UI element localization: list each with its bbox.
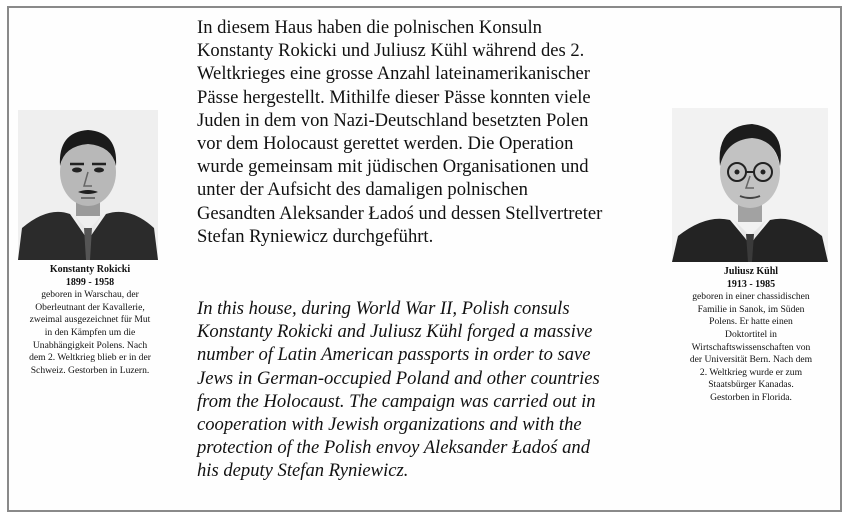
bio-line: geboren in Warschau, der xyxy=(41,289,139,301)
bio-line: Wirtschaftswissenschaften von xyxy=(691,341,811,353)
text-line: unter der Aufsicht des damaligen polnischen xyxy=(197,179,528,201)
bio-line: Oberleutnant der Kavallerie, xyxy=(35,301,145,313)
portrait-drawing-rokicki xyxy=(18,110,158,260)
text-line: In this house, during World War II, Polish consuls xyxy=(197,298,570,319)
portrait-konstanty-rokicki xyxy=(18,110,158,260)
text-line: cooperation with Jewish organizations and with the xyxy=(197,414,582,436)
bio-line: zweimal ausgezeichnet für Mut xyxy=(29,314,151,326)
bio-rokicki xyxy=(18,264,162,377)
bio-line: 2. Weltkrieg wurde er zum xyxy=(699,366,803,378)
text-line: Stefan Ryniewicz durchgeführt. xyxy=(197,225,434,247)
bio-line: Unabhängigkeit Polens. Nach xyxy=(32,339,148,351)
english-text xyxy=(197,297,665,483)
text-line: Konstanty Rokicki und Juliusz Kühl während des 2. xyxy=(197,40,585,62)
bio-line: Staatsbürger Kanadas. xyxy=(708,379,794,391)
text-line: Gesandten Aleksander Ładoś und dessen Stellvertreter xyxy=(197,202,603,224)
text-line: wurde gemeinsam mit jüdischen Organisationen und xyxy=(197,156,589,178)
text-line: protection of the Polish envoy Aleksander Ładoś and xyxy=(197,437,590,459)
bio-line: Familie in Sanok, im Süden xyxy=(697,303,805,315)
bio-line: Polens. Er hatte einen xyxy=(709,316,793,328)
bio-line: Doktortitel in xyxy=(725,328,777,340)
bio-line: in den Kämpfen um die xyxy=(44,326,136,338)
text-line: vor dem Holocaust gerettet werden. Die Operation xyxy=(197,133,574,155)
text-line: Weltkrieges eine grosse Anzahl lateinamerikanischer xyxy=(197,63,590,85)
text-line: from the Holocaust. The campaign was carried out in xyxy=(197,390,596,412)
bio-line: dem 2. Weltkrieg blieb er in der xyxy=(29,352,151,364)
bio-line: der Universität Bern. Nach dem xyxy=(689,354,813,366)
text-line: number of Latin American passports in order to save xyxy=(197,344,591,366)
person-name: Juliusz Kühl xyxy=(723,266,779,277)
portrait-juliusz-kuhl xyxy=(672,108,828,262)
bio-line: geboren in einer chassidischen xyxy=(692,291,810,303)
text-line: his deputy Stefan Ryniewicz. xyxy=(197,460,409,482)
bio-kuhl xyxy=(674,266,828,405)
bio-line: Schweiz. Gestorben in Luzern. xyxy=(30,364,150,376)
text-line: Jews in German-occupied Poland and other countries xyxy=(197,367,600,389)
text-line: Juden in dem von Nazi-Deutschland besetzten Polen xyxy=(197,109,589,131)
text-line: Pässe hergestellt. Mithilfe dieser Pässe konnten viele xyxy=(197,86,591,108)
text-line: In diesem Haus haben die polnischen Konsuln xyxy=(197,17,542,38)
bio-line: Gestorben in Florida. xyxy=(710,391,792,403)
person-years: 1899 - 1958 xyxy=(65,276,115,288)
portrait-drawing-kuhl xyxy=(672,108,828,262)
text-line: Konstanty Rokicki and Juliusz Kühl forged a massive xyxy=(197,321,593,343)
person-years: 1913 - 1985 xyxy=(726,278,776,290)
german-text xyxy=(197,16,665,248)
person-name: Konstanty Rokicki xyxy=(49,264,131,275)
